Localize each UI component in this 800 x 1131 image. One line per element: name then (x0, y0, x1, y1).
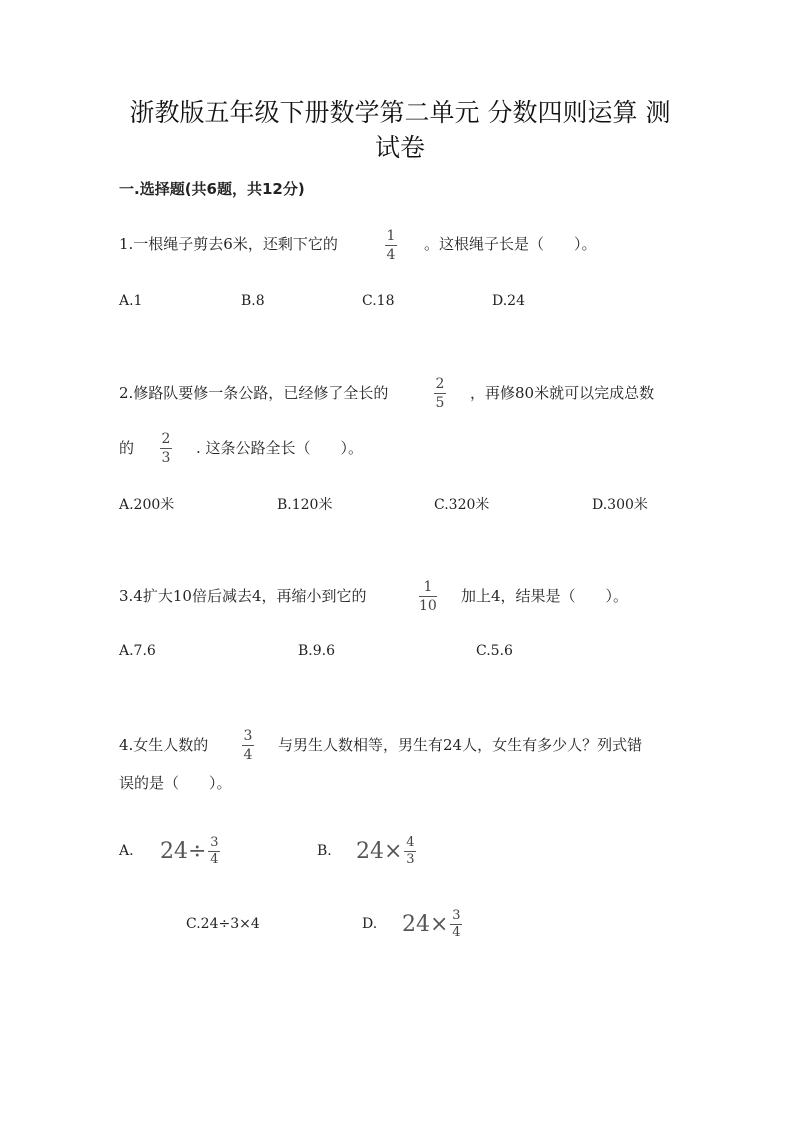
q3-fraction (419, 579, 437, 614)
q4-opt-b-frac-num: 4 (406, 835, 415, 850)
q4-opt-d-frac-den: 4 (452, 925, 461, 940)
q1-option-a[interactable]: A.1 (119, 293, 143, 309)
q4-opt-b-frac (404, 836, 416, 867)
q3-option-a[interactable]: A.7.6 (119, 643, 156, 659)
q4-option-a-label[interactable]: A. (119, 843, 134, 859)
q1-fraction (385, 228, 397, 263)
q4-opt-a-frac-num: 3 (210, 835, 219, 850)
q4-option-c[interactable]: C.24÷3×4 (186, 916, 260, 932)
q2-frac2-den: 3 (161, 450, 171, 466)
q2-text-before: 2.修路队要修一条公路，已经修了全长的 (119, 384, 389, 402)
q4-opt-d-frac (450, 909, 462, 940)
q2-frac2-bar (160, 448, 172, 449)
q2-option-a[interactable]: A.200米 (119, 497, 175, 513)
q2-option-c[interactable]: C.320米 (434, 497, 490, 513)
q4-option-a-expr[interactable] (160, 836, 220, 867)
section-heading: 一.选择题(共6题，共12分) (119, 180, 305, 198)
q2-frac1-den: 5 (435, 395, 445, 411)
q2-frac1-num: 2 (435, 376, 445, 392)
q4-option-b-label[interactable]: B. (317, 843, 332, 859)
q4-frac-num: 3 (243, 728, 253, 744)
q1-text-before: 1.一根绳子剪去6米，还剩下它的 (119, 235, 338, 253)
q1-option-c[interactable]: C.18 (362, 293, 395, 309)
q4-fraction (242, 728, 254, 763)
q4-opt-a-frac-den: 4 (210, 852, 219, 867)
q1-text-after: 。这根绳子长是（ ）。 (424, 235, 597, 253)
title-line-2: 试卷 (374, 133, 425, 162)
q2-option-d[interactable]: D.300米 (592, 497, 648, 513)
q2-frac2-num: 2 (161, 431, 171, 447)
q1-frac-bar (385, 245, 397, 246)
q4-text-before: 4.女生人数的 (119, 736, 209, 754)
q4-opt-a-frac (208, 836, 220, 867)
q1-option-d[interactable]: D.24 (492, 293, 525, 309)
q1-option-b[interactable]: B.8 (241, 293, 265, 309)
q2-frac1-bar (434, 393, 446, 394)
q4-option-d-label[interactable]: D. (362, 916, 378, 932)
q2-line2-prefix: 的 (119, 439, 135, 457)
q4-opt-b-frac-den: 3 (406, 852, 415, 867)
q4-opt-d-expr-text: 24× (402, 912, 449, 937)
q4-line2: 误的是（ ）。 (119, 774, 232, 792)
q4-option-d-expr[interactable] (402, 909, 462, 940)
q4-opt-d-frac-num: 3 (452, 908, 461, 923)
q4-option-b-expr[interactable] (356, 836, 416, 867)
q2-option-b[interactable]: B.120米 (277, 497, 333, 513)
q2-text-after: . 这条公路全长（ ）。 (196, 439, 364, 457)
q4-opt-a-expr-text: 24÷ (160, 839, 207, 864)
q3-option-b[interactable]: B.9.6 (298, 643, 336, 659)
q4-opt-b-expr-text: 24× (356, 839, 403, 864)
q2-fraction-2 (160, 431, 172, 466)
q3-frac-num: 1 (423, 579, 433, 595)
q3-option-c[interactable]: C.5.6 (476, 643, 513, 659)
q3-text-before: 3.4扩大10倍后减去4，再缩小到它的 (119, 587, 367, 605)
q4-frac-bar (242, 745, 254, 746)
q3-text-after: 加上4，结果是（ ）。 (461, 587, 629, 605)
q1-frac-den: 4 (386, 247, 396, 263)
q3-frac-den: 10 (419, 598, 437, 614)
q1-frac-num: 1 (386, 228, 396, 244)
q2-fraction-1 (434, 376, 446, 411)
title-line-1: 浙教版五年级下册数学第二单元 分数四则运算 测 (129, 98, 671, 127)
q2-text-mid: ，再修80米就可以完成总数 (470, 384, 655, 402)
q4-frac-den: 4 (243, 747, 253, 763)
page-title (0, 95, 800, 165)
q4-text-after: 与男生人数相等，男生有24人，女生有多少人？列式错 (278, 736, 643, 754)
q3-frac-bar (419, 596, 437, 597)
